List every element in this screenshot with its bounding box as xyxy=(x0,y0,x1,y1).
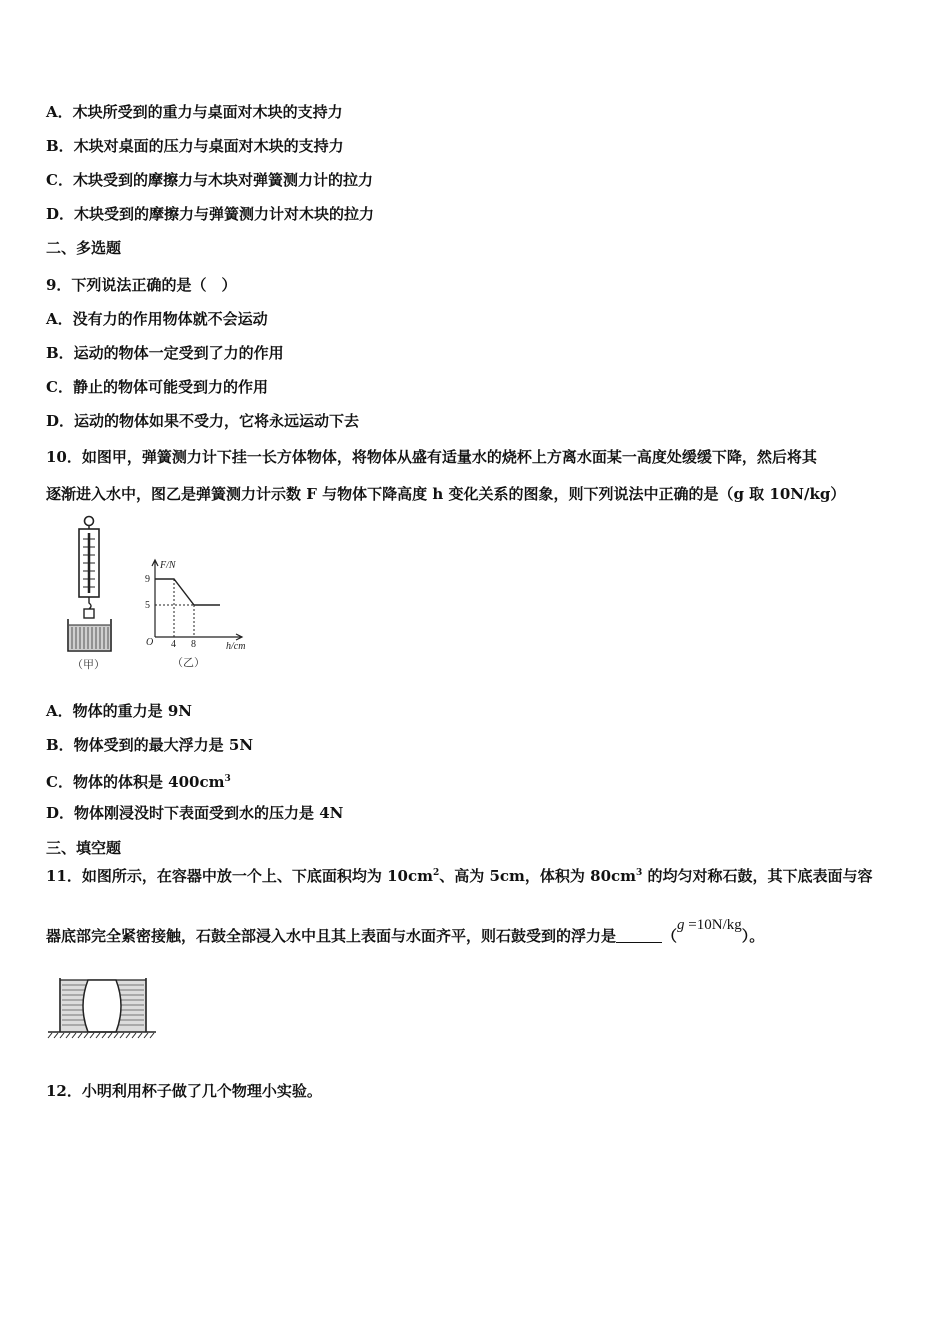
q11-formula: g =10N/kg xyxy=(677,917,742,933)
answer-blank xyxy=(616,928,662,943)
section-heading-multiple-choice: 二、多选题 xyxy=(46,239,122,257)
section-heading-fill-in: 三、填空题 xyxy=(46,839,122,857)
graph-y-axis-label: F/N xyxy=(160,560,176,571)
graph-x-tick-8: 8 xyxy=(191,639,196,650)
q8-option-c: C．木块受到的摩擦力与木块对弹簧测力计的拉力 xyxy=(46,171,373,189)
stone-drum xyxy=(83,980,121,1032)
q9-option-c: C．静止的物体可能受到力的作用 xyxy=(46,378,268,396)
q11-figure-stone-drum xyxy=(46,976,158,1040)
q10-option-d: D．物体刚浸没时下表面受到水的压力是 4N xyxy=(46,804,344,822)
q9-option-a: A．没有力的作用物体就不会运动 xyxy=(46,310,268,328)
q8-option-d: D．木块受到的摩擦力与弹簧测力计对木块的拉力 xyxy=(46,205,375,223)
hanging-block xyxy=(84,609,94,618)
q10-figure-graph xyxy=(140,557,260,672)
graph-origin: O xyxy=(146,637,154,648)
q9-option-d: D．运动的物体如果不受力，它将永远运动下去 xyxy=(46,412,360,430)
q10-option-a: A．物体的重力是 9N xyxy=(46,702,193,720)
q10-option-b: B．物体受到的最大浮力是 5N xyxy=(46,736,254,754)
graph-y-tick-9: 9 xyxy=(145,574,150,585)
q12-stem: 12．小明利用杯子做了几个物理小实验。 xyxy=(46,1082,322,1100)
q10-option-c: C．物体的体积是 $400cm^3$ xyxy=(46,773,231,791)
q11-stem-line1: 11．如图所示，在容器中放一个上、下底面积均为 $10cm^2$、高为 5cm，体积为 $80cm^3$ 的均匀对称石鼓，其下底表面与容 xyxy=(46,867,873,885)
fig-b-label: （乙） xyxy=(172,657,205,669)
graph-x-axis-label: h/cm xyxy=(226,641,246,652)
q9-stem: 9．下列说法正确的是（ ） xyxy=(46,276,237,294)
graph-y-tick-5: 5 xyxy=(145,600,150,611)
q10-stem-line2: 逐渐进入水中，图乙是弹簧测力计示数 F 与物体下降高度 h 变化关系的图象，则下列说法中正确的是（g 取 10N/kg） xyxy=(46,485,846,503)
q10-stem-line1: 10．如图甲，弹簧测力计下挂一长方体物体，将物体从盛有适量水的烧杯上方离水面某一高度处缓缓下降，然后将其 xyxy=(46,448,817,466)
q8-option-a: A．木块所受到的重力与桌面对木块的支持力 xyxy=(46,103,343,121)
q10-figure-spring-scale xyxy=(58,515,128,673)
graph-line xyxy=(155,579,220,605)
q9-option-b: B．运动的物体一定受到了力的作用 xyxy=(46,344,284,362)
spring-scale-ring xyxy=(85,517,94,526)
q8-option-b: B．木块对桌面的压力与桌面对木块的支持力 xyxy=(46,137,344,155)
q11-stem-line2: 器底部完全紧密接触，石鼓全部浸入水中且其上表面与水面齐平，则石鼓受到的浮力是 （g =10N/kg）。 xyxy=(46,917,765,945)
graph-x-tick-4: 4 xyxy=(171,639,176,650)
fig-a-label: （甲） xyxy=(72,659,105,671)
